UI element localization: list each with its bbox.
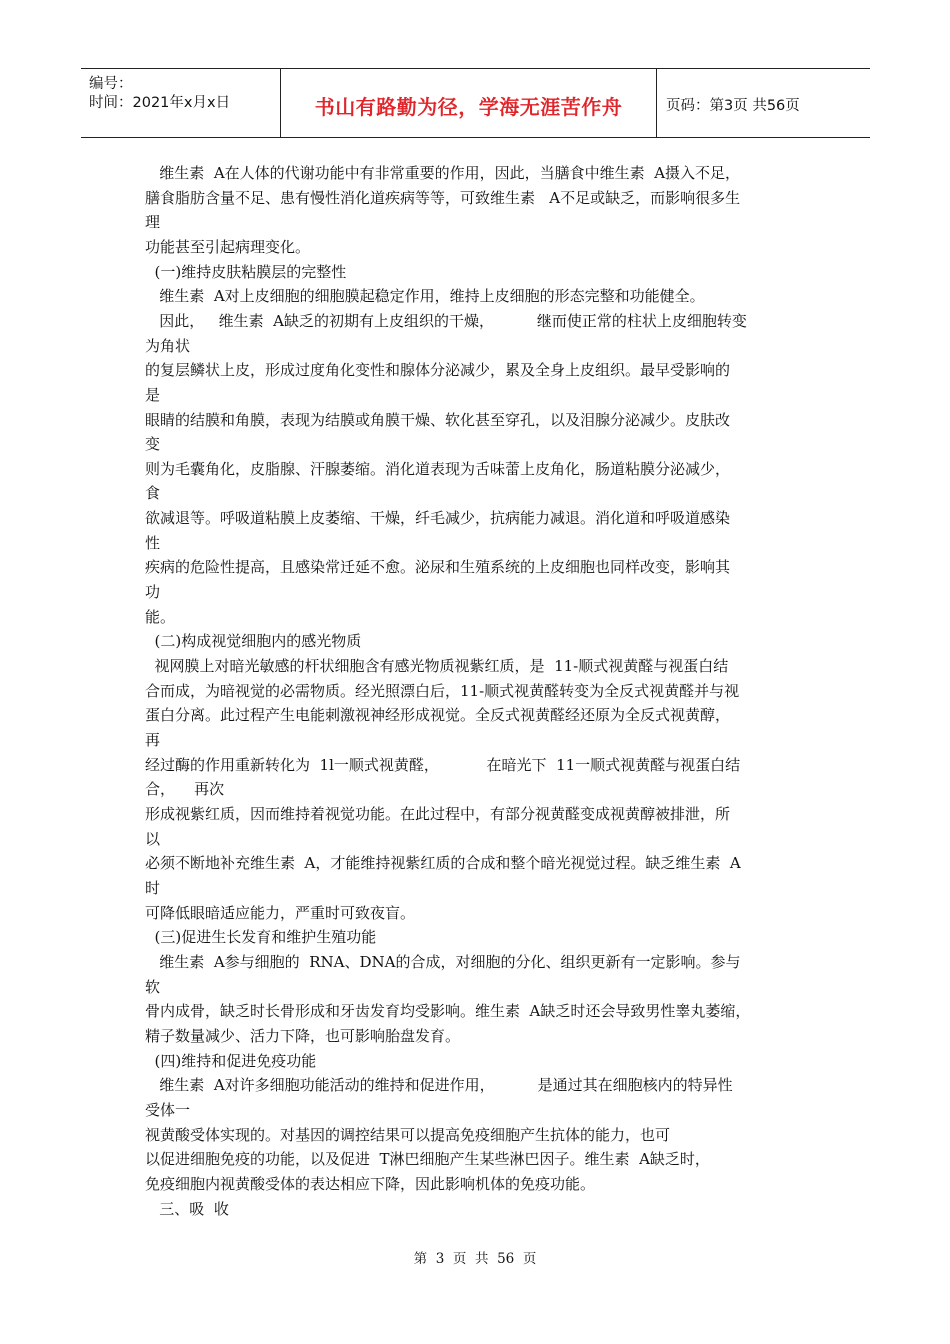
text-line: 免疫细胞内视黄酸受体的表达相应下降，因此影响机体的免疫功能。: [145, 1175, 596, 1193]
text-line: 以: [145, 830, 161, 848]
header-motto: 书山有路勤为径，学海无涯苦作舟: [314, 95, 623, 119]
header-motto-cell: [281, 69, 657, 137]
text-line: 可降低眼暗适应能力，严重时可致夜盲。: [145, 904, 416, 922]
header-info-cell: [81, 69, 281, 137]
text-line: (三)促进生长发育和维护生殖功能: [145, 928, 377, 946]
text-line: 三、吸 收: [145, 1200, 229, 1218]
text-line: 视网膜上对暗光敏感的杆状细胞含有感光物质视紫红质，是 11-顺式视黄醛与视蛋白结: [145, 657, 729, 675]
text-line: 软: [145, 978, 161, 996]
text-line: 蛋白分离。此过程产生电能刺激视神经形成视觉。全反式视黄醛经还原为全反式视黄醇，: [145, 706, 731, 724]
text-line: 功能甚至引起病理变化。: [145, 238, 311, 256]
text-line: 则为毛囊角化，皮脂腺、汗腺萎缩。消化道表现为舌味蕾上皮角化，肠道粘膜分泌减少，: [145, 460, 731, 478]
text-line: 形成视紫红质，因而维持着视觉功能。在此过程中，有部分视黄醛变成视黄醇被排泄，所: [145, 805, 731, 823]
text-line: 以促进细胞免疫的功能，以及促进 T淋巴细胞产生某些淋巴因子。维生素 A缺乏时，: [145, 1150, 710, 1168]
text-line: 欲减退等。呼吸道粘膜上皮萎缩、干燥，纤毛减少，抗病能力减退。消化道和呼吸道感染: [145, 509, 731, 527]
text-line: 性: [145, 534, 161, 552]
header-page-cell: [657, 69, 870, 137]
text-line: 变: [145, 435, 161, 453]
text-line: 因此， 维生素 A缺乏的初期有上皮组织的干燥， 继而使正常的柱状上皮细胞转变: [145, 312, 747, 330]
page-header: [81, 68, 870, 138]
text-line: 合而成，为暗视觉的必需物质。经光照漂白后，11-顺式视黄醛转变为全反式视黄醛并与视: [145, 682, 740, 700]
text-line: (二)构成视觉细胞内的感光物质: [145, 632, 362, 650]
text-line: 能。: [145, 608, 176, 626]
text-line: 眼睛的结膜和角膜，表现为结膜或角膜干燥、软化甚至穿孔，以及泪腺分泌减少。皮肤改: [145, 411, 731, 429]
text-line: 合， 再次: [145, 780, 225, 798]
text-line: 维生素 A对许多细胞功能活动的维持和促进作用， 是通过其在细胞核内的特异性: [145, 1076, 733, 1094]
text-line: 为角状: [145, 337, 191, 355]
document-date-label: 时间：2021年x月x日: [89, 95, 231, 111]
text-line: 疾病的危险性提高，且感染常迁延不愈。泌尿和生殖系统的上皮细胞也同样改变，影响其: [145, 558, 731, 576]
text-line: (一)维持皮肤粘膜层的完整性: [145, 263, 347, 281]
text-line: 受体一: [145, 1101, 191, 1119]
text-line: 的复层鳞状上皮，形成过度角化变性和腺体分泌减少，累及全身上皮组织。最早受影响的: [145, 361, 731, 379]
text-line: 再: [145, 731, 161, 749]
text-line: 视黄酸受体实现的。对基因的调控结果可以提高免疫细胞产生抗体的能力，也可: [145, 1126, 671, 1144]
page-footer: 第 3 页 共 56 页: [413, 1251, 537, 1267]
text-line: 必须不断地补充维生素 A，才能维持视紫红质的合成和整个暗光视觉过程。缺乏维生素 A: [145, 854, 741, 872]
text-line: 维生素 A参与细胞的 RNA、DNA的合成，对细胞的分化、组织更新有一定影响。参与: [145, 953, 741, 971]
text-line: 维生素 A对上皮细胞的细胞膜起稳定作用，维持上皮细胞的形态完整和功能健全。: [145, 287, 705, 305]
text-line: 理: [145, 213, 161, 231]
text-line: 是: [145, 386, 161, 404]
text-line: 功: [145, 583, 161, 601]
text-line: (四)维持和促进免疫功能: [145, 1052, 317, 1070]
text-line: 经过酶的作用重新转化为 1l一顺式视黄醛， 在暗光下 11一顺式视黄醛与视蛋白结: [145, 756, 741, 774]
header-page-number: 页码：第3页 共56页: [666, 98, 800, 114]
document-number-label: 编号：: [89, 76, 133, 92]
text-line: 精子数量减少、活力下降，也可影响胎盘发育。: [145, 1027, 461, 1045]
text-line: 维生素 A在人体的代谢功能中有非常重要的作用，因此，当膳食中维生素 A摄入不足，: [145, 164, 741, 182]
text-line: 骨内成骨，缺乏时长骨形成和牙齿发育均受影响。维生素 A缺乏时还会导致男性睾丸萎缩，: [145, 1002, 751, 1020]
text-line: 膳食脂肪含量不足、患有慢性消化道疾病等等，可致维生素 A不足或缺乏，而影响很多生: [145, 189, 741, 207]
text-line: 时: [145, 879, 161, 897]
text-line: 食: [145, 484, 161, 502]
